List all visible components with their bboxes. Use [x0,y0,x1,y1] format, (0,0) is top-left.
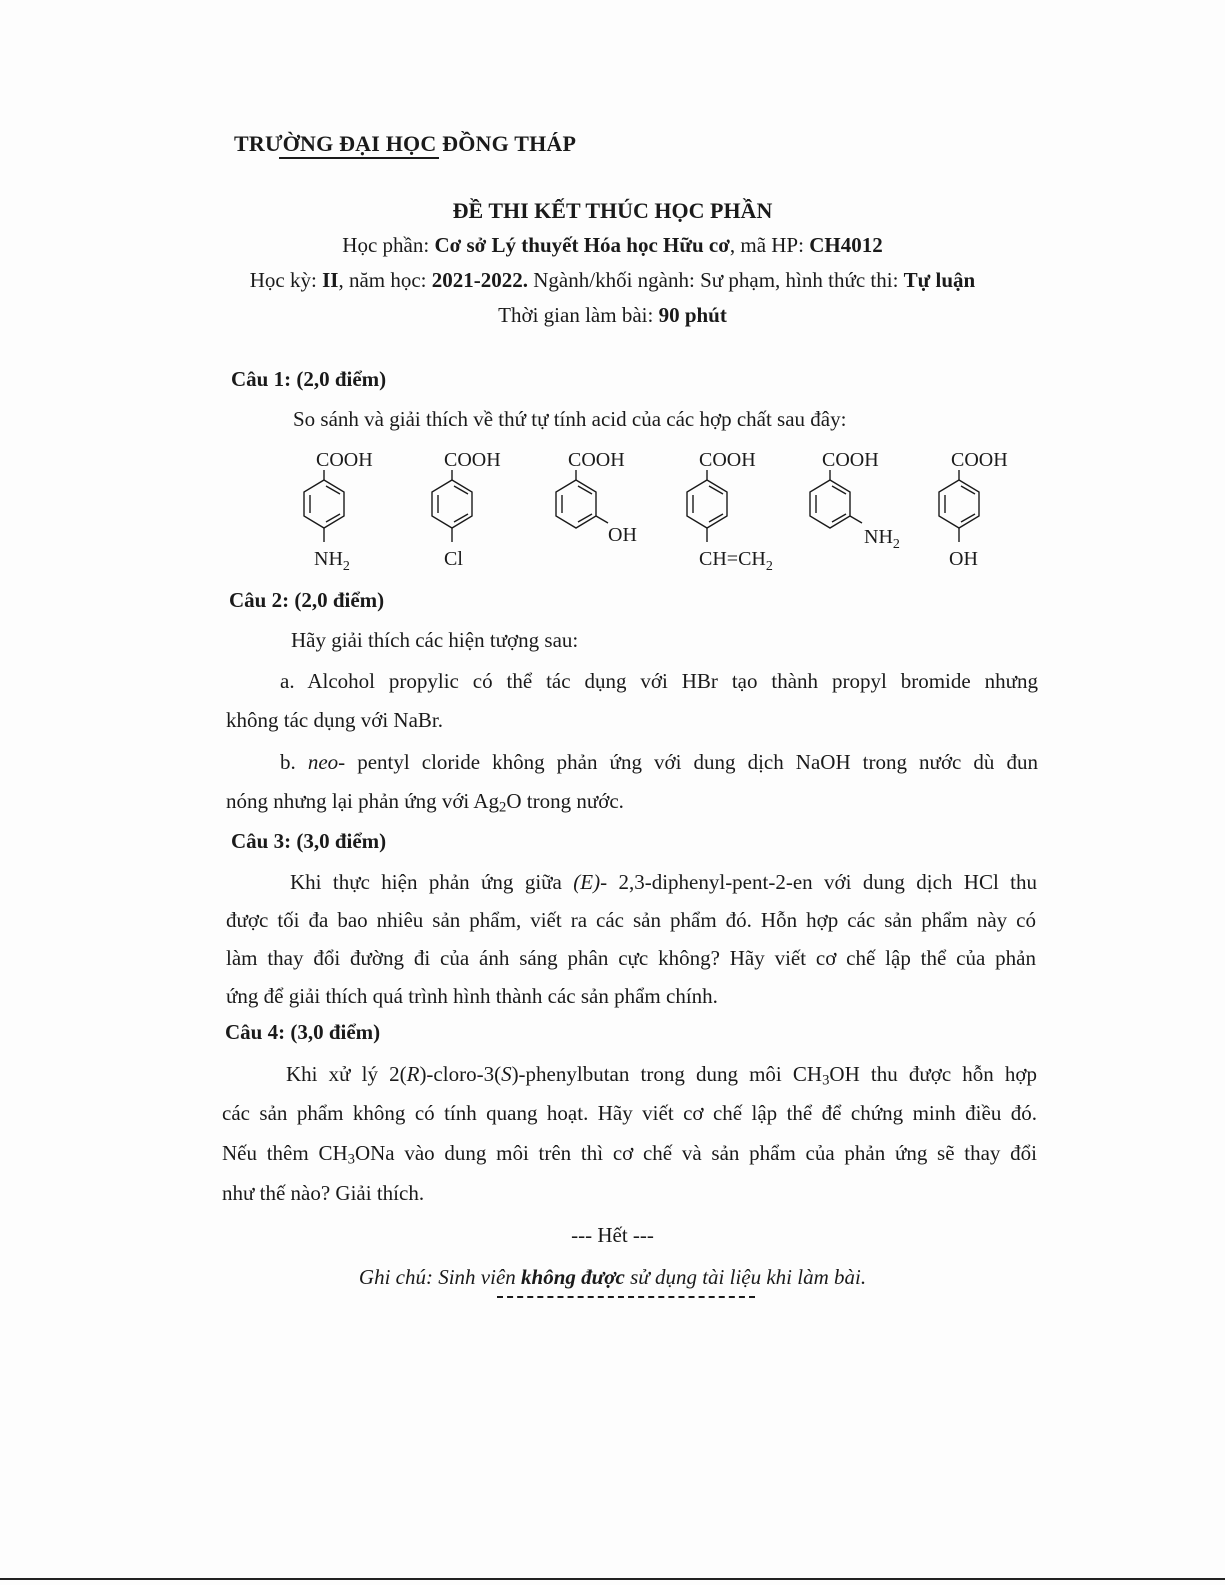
footer-dashes [497,1296,755,1298]
school-underline [279,157,439,159]
compound-3-cooh: COOH [568,449,625,471]
compound-5-sub-index: 2 [892,537,900,552]
compound-5-sub: NH [864,526,893,548]
q1-title: Câu 1: (2,0 điểm) [231,367,387,391]
footer-note: Ghi chú: Sinh viên không được sử dụng tài liệu khi làm bài. [358,1265,867,1289]
q2-title: Câu 2: (2,0 điểm) [229,588,385,612]
compound-6 [935,446,1035,576]
compound-2-sub: Cl [444,548,463,570]
q2-intro: Hãy giải thích các hiện tượng sau: [291,628,579,652]
q3-title: Câu 3: (3,0 điểm) [231,829,387,853]
q4-line2: các sản phẩm không có tính quang hoạt. Hãy viết cơ chế lập thể để chứng minh điều đó. [222,1101,1037,1125]
q4-line1: Khi xử lý 2(R)-cloro-3(S)-phenylbutan trong dung môi $CH_3OH$ thu được hỗn hợp [286,1062,1038,1089]
q3-line4: ứng để giải thích quá trình hình thành các sản phẩm chính. [226,984,718,1008]
compound-3 [550,446,660,576]
q4-line4: như thế nào? Giải thích. [222,1181,425,1205]
q3-line3: làm thay đổi đường đi của ánh sáng phân cực không? Hãy viết cơ chế lập thể của phản [226,946,1036,970]
svg-text:CH=CH2 [699,548,773,574]
compound-5 [804,446,924,576]
compound-4 [683,446,803,576]
course-line: Học phần: Cơ sở Lý thuyết Hóa học Hữu cơ, mã HP: CH4012 [342,233,883,257]
compound-4-sub-index: 2 [765,559,773,574]
q4-title: Câu 4: (3,0 điểm) [225,1020,381,1044]
q3-line1: Khi thực hiện phản ứng giữa (E)- 2,3-diphenyl-pent-2-en với dung dịch HCl thu [290,870,1038,894]
q2-b-line2: nóng nhưng lại phản ứng với $Ag_2O$ trong nước. [226,789,624,816]
q2-a-line2: không tác dụng với NaBr. [226,708,443,732]
compound-4-cooh: COOH [699,449,756,471]
time-line: Thời gian làm bài: 90 phút [498,303,727,327]
compound-3-sub: OH [608,524,637,546]
compound-1-sub-index: 2 [342,559,350,574]
compound-1-sub: NH [314,548,343,570]
school-name: TRƯỜNG ĐẠI HỌC ĐỒNG THÁP [234,131,577,156]
compound-1-cooh: COOH [316,449,373,471]
q1-text: So sánh và giải thích về thứ tự tính acid của các hợp chất sau đây: [293,407,847,431]
compound-6-sub: OH [949,548,978,570]
compound-6-cooh: COOH [951,449,1008,471]
q3-line2: được tối đa bao nhiêu sản phẩm, viết ra các sản phẩm đó. Hỗn hợp các sản phẩm này có [226,908,1036,932]
compound-2-cooh: COOH [444,449,501,471]
svg-text:NH2 [314,548,350,574]
svg-text:NH2 [864,526,900,552]
page-bottom-edge [0,1578,1225,1580]
compound-2 [428,446,538,576]
compound-1 [300,446,410,576]
end-marker: --- Hết --- [571,1223,654,1247]
compound-5-cooh: COOH [822,449,879,471]
q4-line3: Nếu thêm $CH_3ONa$ vào dung môi trên thì cơ chế và sản phẩm của phản ứng sẽ thay đổi [222,1141,1037,1168]
semester-line: Học kỳ: II, năm học: 2021-2022. Ngành/khối ngành: Sư phạm, hình thức thi: Tự luận [249,268,976,292]
exam-title: ĐỀ THI KẾT THÚC HỌC PHẦN [452,198,773,223]
q2-a-line1: a. Alcohol propylic có thể tác dụng với HBr tạo thành propyl bromide nhưng [280,669,1038,693]
compound-4-sub: CH=CH [699,548,766,570]
q2-b-line1: b. neo- pentyl cloride không phản ứng với dung dịch NaOH trong nước dù đun [280,750,1038,774]
